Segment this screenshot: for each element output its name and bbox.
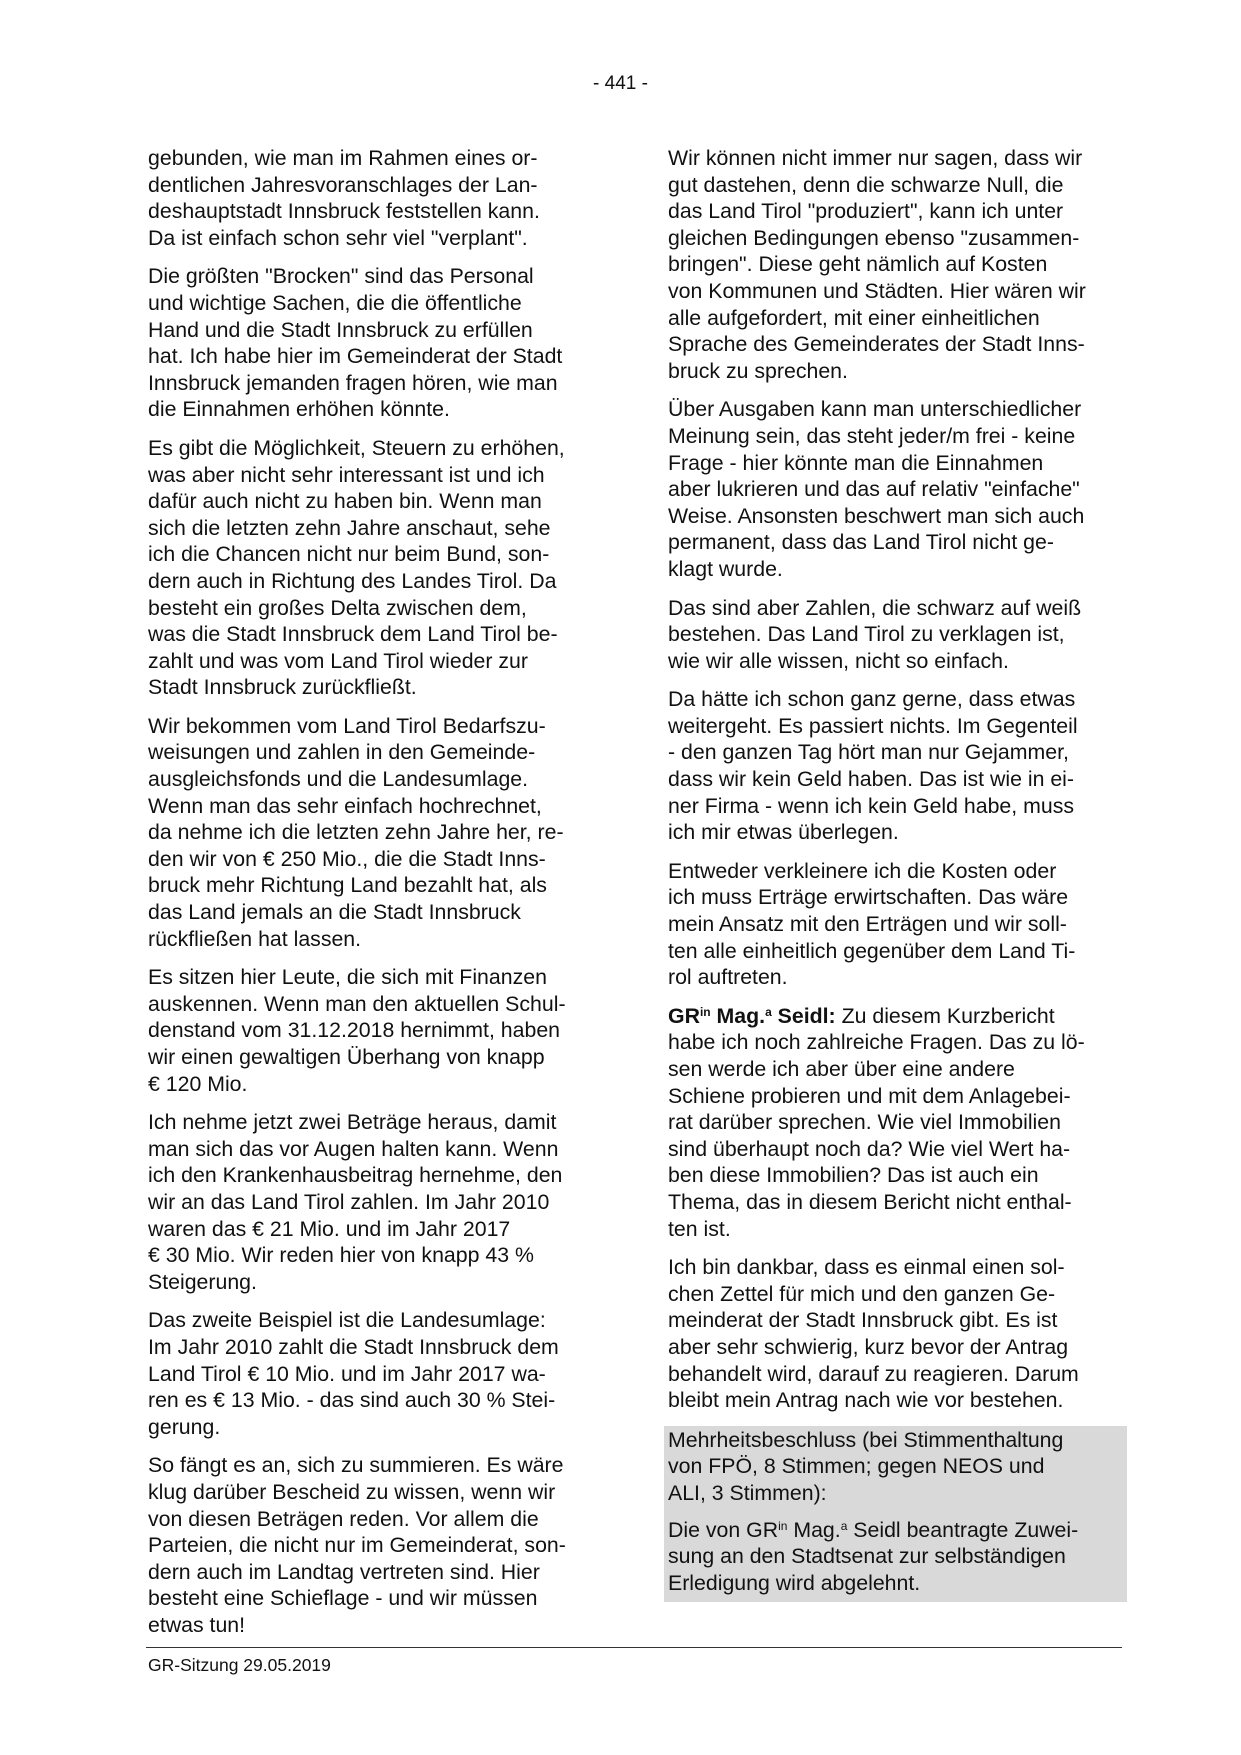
paragraph: Das zweite Beispiel ist die Landesumlage: Im Jahr 2010 zahlt die Stadt Innsbruck dem Land Tirol € 10 Mio. und im Jahr 2017 wa- ren es € 13 Mio. - das sind auch 30 % Stei- gerung.	[148, 1308, 559, 1439]
decision-result-rest: sung an den Stadtsenat zur selbständigen Erledigung wird abgelehnt.	[668, 1544, 1066, 1595]
speaker-paragraph	[668, 1003, 1123, 1242]
speaker-surname: Seidl:	[771, 1003, 836, 1028]
decision-result-line-end: Seidl beantragte Zuwei-	[847, 1517, 1079, 1542]
left-column	[148, 145, 603, 1650]
speaker-title: Mag.	[710, 1003, 766, 1028]
paragraph: Über Ausgaben kann man unterschiedlicher Meinung sein, das steht jeder/m frei - keine Frage - hier könnte man die Einnahmen aber lukrieren und das auf relativ "einfache" Weise. Ansonsten beschwert man sich auch permanent, dass das Land Tirol nicht ge- klagt wurde.	[668, 397, 1085, 581]
right-column	[668, 145, 1123, 1602]
speaker-name	[668, 1004, 836, 1028]
speaker-title-sup: a	[765, 1004, 772, 1019]
footer-divider	[146, 1647, 1122, 1648]
decision-result-sup: in	[778, 1518, 788, 1533]
paragraph: Da hätte ich schon ganz gerne, dass etwas weitergeht. Es passiert nichts. Im Gegenteil - den ganzen Tag hört man nur Gejammer, dass wir kein Geld haben. Das ist wie in ei- ner Firma - wenn ich kein Geld habe, muss ich mir etwas überlegen.	[668, 687, 1078, 845]
speaker-prefix: GR	[668, 1003, 700, 1028]
paragraph: Es sitzen hier Leute, die sich mit Finanzen auskennen. Wenn man den aktuellen Schul- denstand vom 31.12.2018 hernimmt, haben wir einen gewaltigen Überhang von knapp € 120 Mio.	[148, 965, 566, 1096]
footer-session-date: GR-Sitzung 29.05.2019	[148, 1655, 331, 1675]
paragraph: Das sind aber Zahlen, die schwarz auf weiß bestehen. Das Land Tirol zu verklagen ist, wie wir alle wissen, nicht so einfach.	[668, 595, 1082, 673]
speaker-continuation: habe ich noch zahlreiche Fragen. Das zu lö- sen werde ich aber über eine andere Schiene probieren und mit dem Anlagebei- rat darüber sprechen. Wie viel Immobilien sind überhaupt noch da? Wie viel Wert ha- ben diese Immobilien? Das ist auch ein Thema, das in diesem Bericht nicht enthal- ten ist.	[668, 1030, 1085, 1241]
decision-result-title-sup: a	[840, 1518, 848, 1533]
decision-box	[664, 1426, 1127, 1603]
paragraph: Ich bin dankbar, dass es einmal einen sol- chen Zettel für mich und den ganzen Ge- meinderat der Stadt Innsbruck gibt. Es ist aber sehr schwierig, kurz bevor der Antrag behandelt wird, darauf zu reagieren. Darum bleibt mein Antrag nach wie vor bestehen.	[668, 1255, 1079, 1413]
paragraph: gebunden, wie man im Rahmen eines or- dentlichen Jahresvoranschlages der Lan- deshauptstadt Innsbruck feststellen kann. Da ist einfach schon sehr viel "verplant".	[148, 146, 540, 250]
paragraph: Es gibt die Möglichkeit, Steuern zu erhöhen, was aber nicht sehr interessant ist und ich dafür auch nicht zu haben bin. Wenn man sich die letzten zehn Jahre anschaut, sehe ich die Chancen nicht nur beim Bund, son- dern auch in Richtung des Landes Tirol. Da besteht ein großes Delta zwischen dem, was die Stadt Innsbruck dem Land Tirol be- zahlt und was vom Land Tirol wieder zur Stadt Innsbruck zurückfließt.	[148, 435, 565, 700]
paragraph: Wir bekommen vom Land Tirol Bedarfszu- weisungen und zahlen in den Gemeinde- ausgleichsfonds und die Landesumlage. Wenn man das sehr einfach hochrechnet, da nehme ich die letzten zehn Jahre her, re- den wir von € 250 Mio., die die Stadt Inns- bruck mehr Richtung Land bezahlt hat, als das Land jemals an die Stadt Innsbruck rückfließen hat lassen.	[148, 713, 564, 951]
decision-result	[668, 1517, 1123, 1597]
paragraph: Ich nehme jetzt zwei Beträge heraus, damit man sich das vor Augen halten kann. Wenn ich den Krankenhausbeitrag hernehme, den wir an das Land Tirol zahlen. Im Jahr 2010 waren das € 21 Mio. und im Jahr 2017 € 30 Mio. Wir reden hier von knapp 43 % Steigerung.	[148, 1110, 563, 1294]
paragraph: Entweder verkleinere ich die Kosten oder ich muss Erträge erwirtschaften. Das wäre mein Ansatz mit den Erträgen und wir soll- ten alle einheitlich gegenüber dem Land Ti- rol auftreten.	[668, 858, 1076, 990]
paragraph: So fängt es an, sich zu summieren. Es wäre klug darüber Bescheid zu wissen, wenn wir von diesen Beträgen reden. Vor allem die Parteien, die nicht nur im Gemeinderat, son- dern auch im Landtag vertreten sind. Hier besteht eine Schieflage - und wir müssen etwas tun!	[148, 1453, 566, 1637]
page-number: - 441 -	[593, 73, 648, 94]
speaker-prefix-sup: in	[699, 1004, 711, 1019]
decision-result-title: Mag.	[787, 1517, 841, 1542]
paragraph: Wir können nicht immer nur sagen, dass wir gut dastehen, denn die schwarze Null, die das Land Tirol "produziert", kann ich unter gleichen Bedingungen ebenso "zusammen- bringen". Diese geht nämlich auf Kosten von Kommunen und Städten. Hier wären wir alle aufgefordert, mit einer einheitlichen Sprache des Gemeinderates der Stadt Inns- bruck zu sprechen.	[668, 146, 1086, 383]
decision-vote: Mehrheitsbeschluss (bei Stimmenthaltung von FPÖ, 8 Stimmen; gegen NEOS und ALI, 3 Stimmen):	[668, 1427, 1064, 1505]
paragraph: Die größten "Brocken" sind das Personal und wichtige Sachen, die die öffentliche Hand und die Stadt Innsbruck zu erfüllen hat. Ich habe hier im Gemeinderat der Stadt Innsbruck jemanden fragen hören, wie man die Einnahmen erhöhen könnte.	[148, 264, 563, 422]
decision-result-start: Die von GR	[668, 1517, 779, 1542]
speaker-first-text: Zu diesem Kurzbericht	[835, 1003, 1055, 1028]
